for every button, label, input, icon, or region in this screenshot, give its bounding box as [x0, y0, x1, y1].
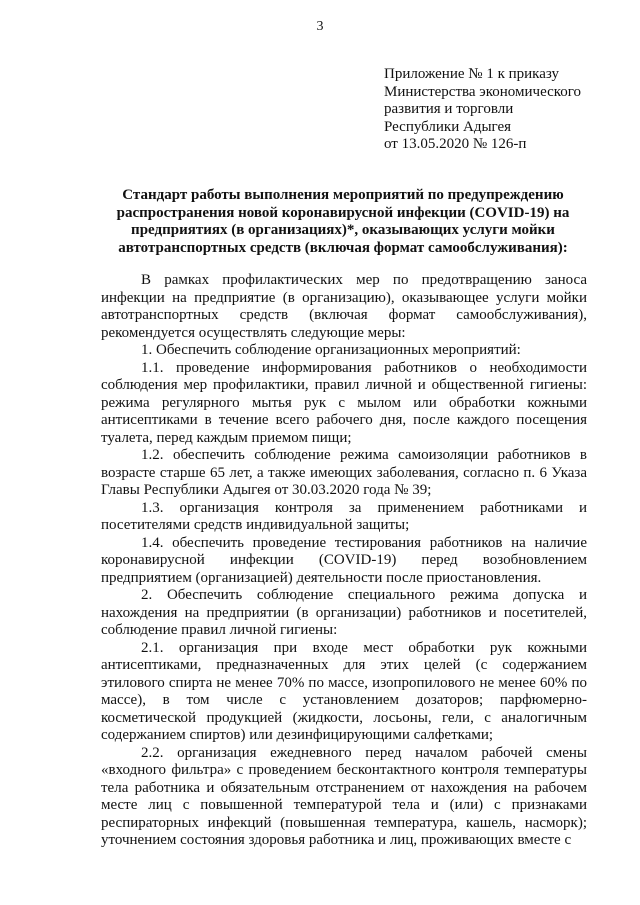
- paragraph-item-2-2: 2.2. организация ежедневного перед началом рабочей смены «входного фильтра» с проведением бесконтактного контроля температуры тела работника и обязательным отстранением от нахождения на рабочем месте лиц с повышенной температурой тела и (или) с признаками респираторных инфекций (повышенная температура, кашель, насморк); уточнением состояния здоровья работника и лиц, проживающих вместе с: [101, 744, 587, 848]
- title-line: распространения новой коронавирусной инфекции (COVID-19) на: [116, 204, 570, 221]
- document-title: [100, 187, 586, 257]
- paragraph-intro: В рамках профилактических мер по предотвращению заноса инфекции на предприятие (в организацию), оказывающее услуги мойки автотранспортных средств (включая формат самообслуживания), рекомендуется осуществлять следующие меры:: [101, 272, 587, 341]
- appendix-line: Приложение № 1 к приказу: [384, 66, 559, 82]
- appendix-line: от 13.05.2020 № 126-п: [384, 136, 527, 152]
- appendix-header: [384, 66, 624, 154]
- paragraph-item-1-3: 1.3. организация контроля за применением работниками и посетителями средств индивидуальной защиты;: [101, 499, 587, 533]
- title-line: предприятиях (в организациях)*, оказывающих услуги мойки: [131, 222, 555, 238]
- paragraph-item-1-4: 1.4. обеспечить проведение тестирования работников на наличие коронавирусной инфекции (COVID-19) перед возобновлением предприятием (организацией) деятельности после приостановления.: [101, 534, 587, 586]
- appendix-line: Республики Адыгея: [384, 118, 512, 135]
- paragraph-item-2-1: 2.1. организация при входе мест обработки рук кожными антисептиками, предназначенных для этих целей (с содержанием этилового спирта не менее 70% по массе, изопропилового не менее 60% по массе), в том числе с установлением дозаторов; парфюмерно-косметической продукцией (жидкости, лосьоны, гели, с аналогичным содержанием спиртов) или дезинфицирующими салфетками;: [101, 639, 587, 743]
- paragraph-item-1: 1. Обеспечить соблюдение организационных мероприятий:: [141, 342, 521, 358]
- title-line: автотранспортных средств (включая формат самообслуживания):: [118, 239, 568, 256]
- paragraph-item-1-1: 1.1. проведение информирования работников о необходимости соблюдения мер профилактики, правил личной и общественной гигиены: режима регулярного мытья рук с мылом или обработки кожными антисептиками в течение всего рабочего дня, после каждого посещения туалета, перед каждым приемом пищи;: [101, 359, 587, 446]
- document-body: [101, 272, 587, 850]
- title-line: Стандарт работы выполнения мероприятий по предупреждению: [122, 187, 564, 203]
- page-number: 3: [316, 19, 324, 34]
- paragraph-item-2: 2. Обеспечить соблюдение специального режима допуска и нахождения на предприятии (в организации) работников и посетителей, соблюдение правил личной гигиены:: [101, 587, 587, 638]
- appendix-line: Министерства экономического: [384, 83, 582, 100]
- appendix-line: развития и торговли: [384, 101, 514, 117]
- paragraph-item-1-2: 1.2. обеспечить соблюдение режима самоизоляции работников в возрасте старше 65 лет, а также имеющих заболевания, согласно п. 6 Указа Главы Республики Адыгея от 30.03.2020 года № 39;: [101, 447, 587, 498]
